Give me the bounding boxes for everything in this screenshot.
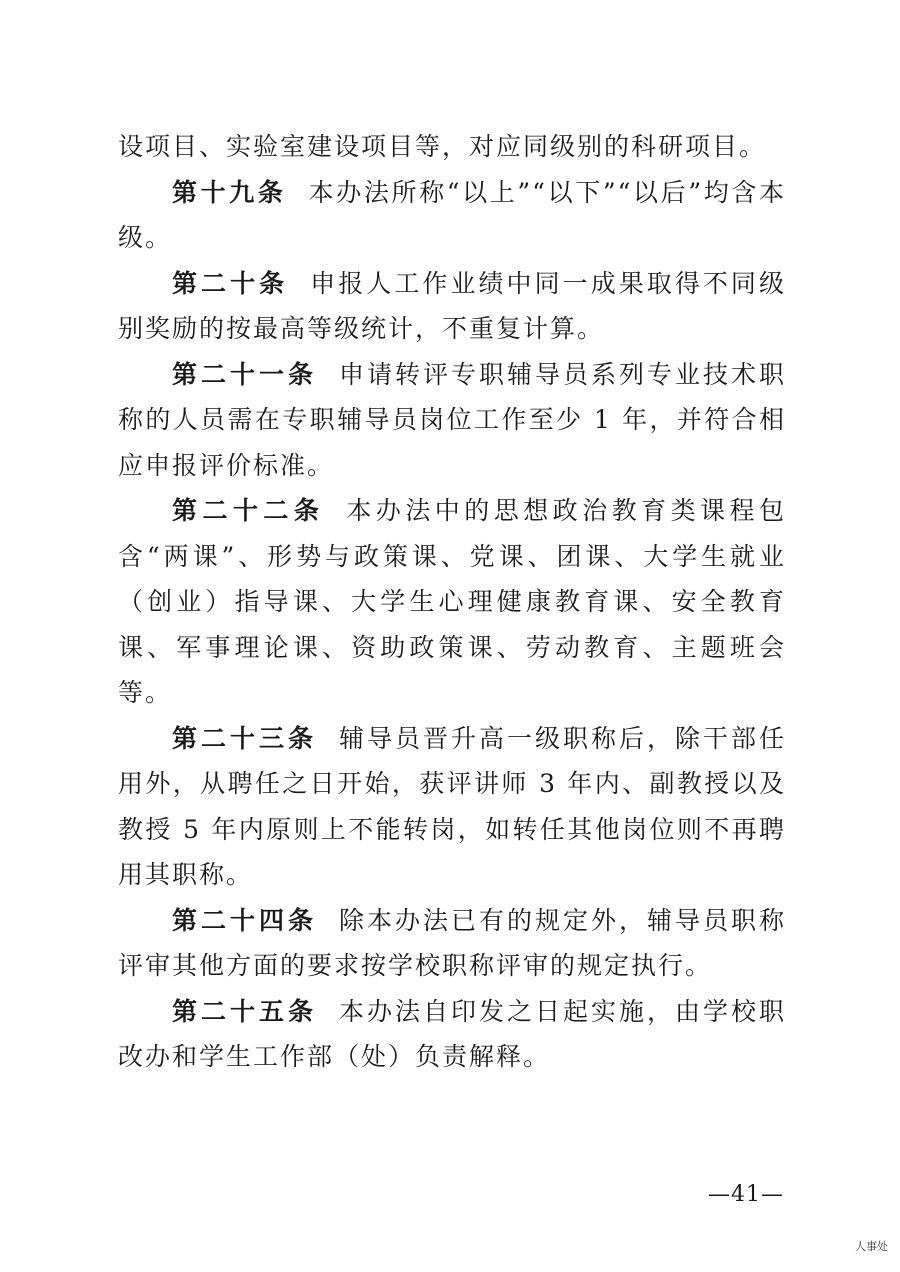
article-text: 本办法所称“以上”“以下”“以后”均含本级。 — [118, 177, 786, 252]
document-body — [118, 124, 786, 1080]
article-title: 第十九条 — [172, 177, 287, 207]
article-title: 第二十四条 — [172, 905, 317, 935]
article-title: 第二十二条 — [172, 496, 325, 525]
article-title: 第二十一条 — [172, 359, 317, 389]
article-23 — [118, 716, 786, 898]
article-21 — [118, 352, 786, 489]
article-25 — [118, 989, 786, 1080]
article-text: 辅导员晋升高一级职称后，除干部任用外，从聘任之日开始，获评讲师 3 年内、副教授以及教授 5 年内原则上不能转岗，如转任其他岗位则不再聘用其职称。 — [118, 723, 786, 889]
continuation-paragraph: 设项目、实验室建设项目等，对应同级别的科研项目。 — [118, 132, 767, 161]
watermark-text: 人事处 — [855, 1240, 888, 1253]
article-19 — [118, 170, 786, 261]
article-20 — [118, 261, 786, 352]
article-24 — [118, 898, 786, 989]
article-22 — [118, 488, 786, 716]
article-text: 本办法中的思想政治教育类课程包含“两课”、形势与政策课、党课、团课、大学生就业（创业）指导课、大学生心理健康教育课、安全教育课、军事理论课、资助政策课、劳动教育、主题班会等。 — [118, 496, 786, 707]
article-text: 除本办法已有的规定外，辅导员职称评审其他方面的要求按学校职称评审的规定执行。 — [118, 905, 786, 980]
page-number: —41— — [708, 1182, 784, 1207]
article-text: 申请转评专职辅导员系列专业技术职称的人员需在专职辅导员岗位工作至少 1 年，并符合相应申报评价标准。 — [118, 359, 786, 480]
article-title: 第二十三条 — [172, 723, 317, 753]
article-title: 第二十条 — [172, 268, 289, 298]
article-text: 申报人工作业绩中同一成果取得不同级别奖励的按最高等级统计，不重复计算。 — [118, 268, 786, 343]
article-text: 本办法自印发之日起实施，由学校职改办和学生工作部（处）负责解释。 — [118, 996, 786, 1071]
article-title: 第二十五条 — [172, 996, 317, 1026]
